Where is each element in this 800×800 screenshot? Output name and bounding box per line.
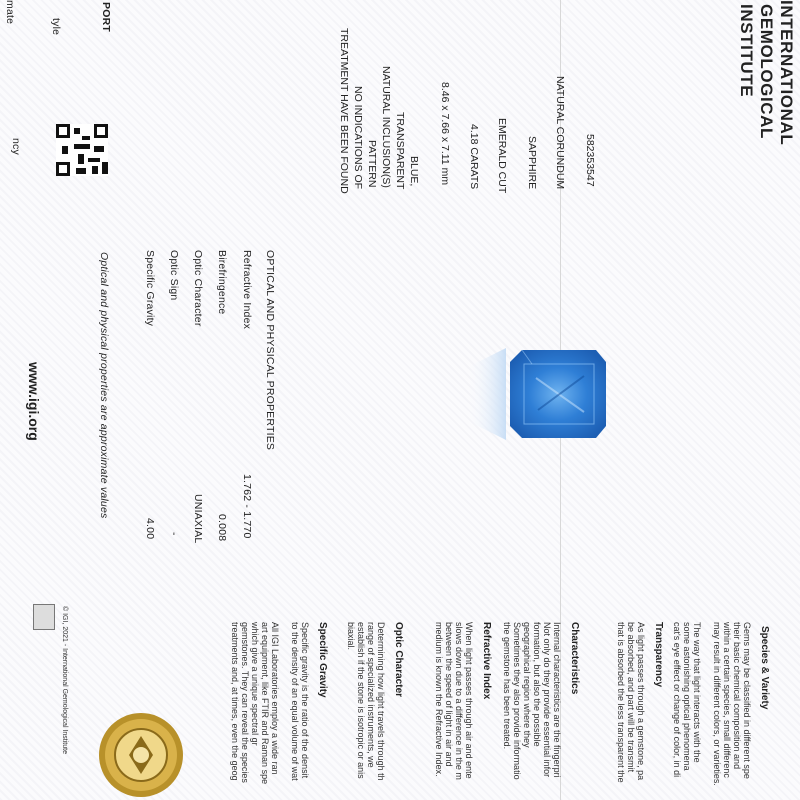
estimate-label: mate — [4, 0, 16, 25]
characteristics-line-5: Sometimes they also provide informatio — [512, 622, 522, 780]
transparency-line-3: that is absorbed the less transparent the — [616, 622, 626, 783]
igi-seal-icon — [98, 712, 184, 798]
logo-line-3: INSTITUTE — [737, 4, 756, 98]
species-value: NATURAL CORUNDUM — [554, 76, 566, 190]
refractive-line-4: medium is known the Refractive Index. — [434, 622, 444, 777]
transparency-line-1: As light passes through a gemstone, pa — [636, 622, 646, 781]
optic-line-3: establish if the stone is isotropic or anis — [356, 622, 366, 779]
treatment-line-2: TREATMENT HAVE BEEN FOUND — [338, 28, 350, 194]
species-line-1: Gems may be classified in different spe — [742, 622, 752, 779]
report-number: 582353547 — [584, 134, 596, 187]
characteristics-line-1: Internal characteristics are the fingerpri — [552, 622, 562, 778]
color-value: BLUE, — [408, 156, 420, 187]
equipment-line-2: art equipment, like FTIR and Raman spe — [260, 622, 270, 785]
optic-line-2: range of specialized instruments, we — [366, 622, 376, 768]
refractive-line-2: slows down due to a difference in the m — [454, 622, 464, 780]
properties-note: Optical and physical properties are approximate values — [98, 252, 110, 519]
characteristics-value: NATURAL INCLUSION(S) — [380, 66, 392, 188]
equipment-line-3: which give a unique spectral gr — [250, 622, 260, 746]
optic-sign-label: Optic Sign — [168, 250, 180, 301]
species-variety-heading: Species & Variety — [759, 626, 770, 710]
website-url: www.igi.org — [26, 362, 42, 441]
species-line-4: may result in different colors, or varieties. — [712, 622, 722, 786]
variety-value: SAPPHIRE — [526, 136, 538, 190]
transparency-heading: Transparency — [653, 622, 664, 688]
transparency-line-2: be absorbed, and part will be transmit — [626, 622, 636, 773]
specific-gravity-heading: Specific Gravity — [317, 622, 328, 698]
characteristics-line-2: Not only do they provide essential infor — [542, 622, 552, 778]
refractive-index-heading: Refractive Index — [481, 622, 492, 700]
species-line-3: within a certain species, small differenc — [722, 622, 732, 778]
characteristics-line-4: geographical region where they — [522, 622, 532, 748]
specific-gravity-value: 4.00 — [144, 518, 156, 540]
refractive-index-label: Refractive Index — [241, 250, 253, 330]
gravity-line-1: Specific gravity is the ratio of the densit — [300, 622, 310, 779]
style-label: tyle — [50, 18, 62, 36]
logo-line-2: GEMOLOGICAL — [757, 4, 776, 140]
phenomena-line-2: some astonishing optical phenomena — [682, 622, 692, 771]
birefringence-value: 0.008 — [216, 514, 228, 542]
properties-heading: OPTICAL AND PHYSICAL PROPERTIES — [264, 250, 276, 451]
transparency-label: ncy — [10, 138, 22, 155]
phenomena-line-1: The way that light interacts with the — [692, 622, 702, 763]
characteristics-line-3: formation, but also the possible — [532, 622, 542, 747]
specific-gravity-label: Specific Gravity — [144, 250, 156, 327]
report-label: PORT — [100, 2, 112, 32]
characteristics-line-6: the gemstone has been treated. — [502, 622, 512, 750]
refractive-line-3: between the speed of light in air and — [444, 622, 454, 767]
characteristics-heading: Characteristics — [569, 622, 580, 695]
security-padlock-icon — [33, 604, 55, 630]
treatment-line-1: NO INDICATIONS OF — [352, 86, 364, 190]
optic-character-label: Optic Character — [192, 250, 204, 327]
optic-line-4: biaxial. — [346, 622, 356, 651]
pattern-value: PATTERN — [366, 140, 378, 188]
gravity-line-2: to the density of an equal volume of wat — [290, 622, 300, 781]
refractive-line-1: When light passes through air and ente — [464, 622, 474, 779]
equipment-line-4: gemstones. They can reveal the species — [240, 622, 250, 783]
optic-sign-value: - — [168, 532, 180, 536]
optic-character-heading: Optic Character — [393, 622, 404, 698]
equipment-line-5: treatments and, at times, even the geog — [230, 622, 240, 781]
copyright-text: © IGI, 2021 - International Gemological Institute — [61, 606, 68, 754]
refractive-index-value: 1.762 - 1.770 — [241, 474, 253, 539]
birefringence-label: Birefringence — [216, 250, 228, 315]
measurements-value: 8.46 x 7.66 x 7.11 mm — [439, 82, 451, 186]
species-line-2: their basic chemical composition and — [732, 622, 742, 770]
transparency-value: TRANSPARENT — [394, 112, 406, 190]
equipment-line-1: All IGI Laboratories employ a wide ran — [270, 622, 280, 775]
phenomena-line-3: cat's eye effect or change of color, in di — [672, 622, 682, 778]
optic-character-value: UNIAXIAL — [192, 494, 204, 544]
optic-line-1: Determining how light travels through th — [376, 622, 386, 781]
logo-line-1: INTERNATIONAL — [777, 0, 796, 146]
cut-value: EMERALD CUT — [496, 118, 508, 194]
weight-value: 4.18 CARATS — [468, 124, 480, 190]
